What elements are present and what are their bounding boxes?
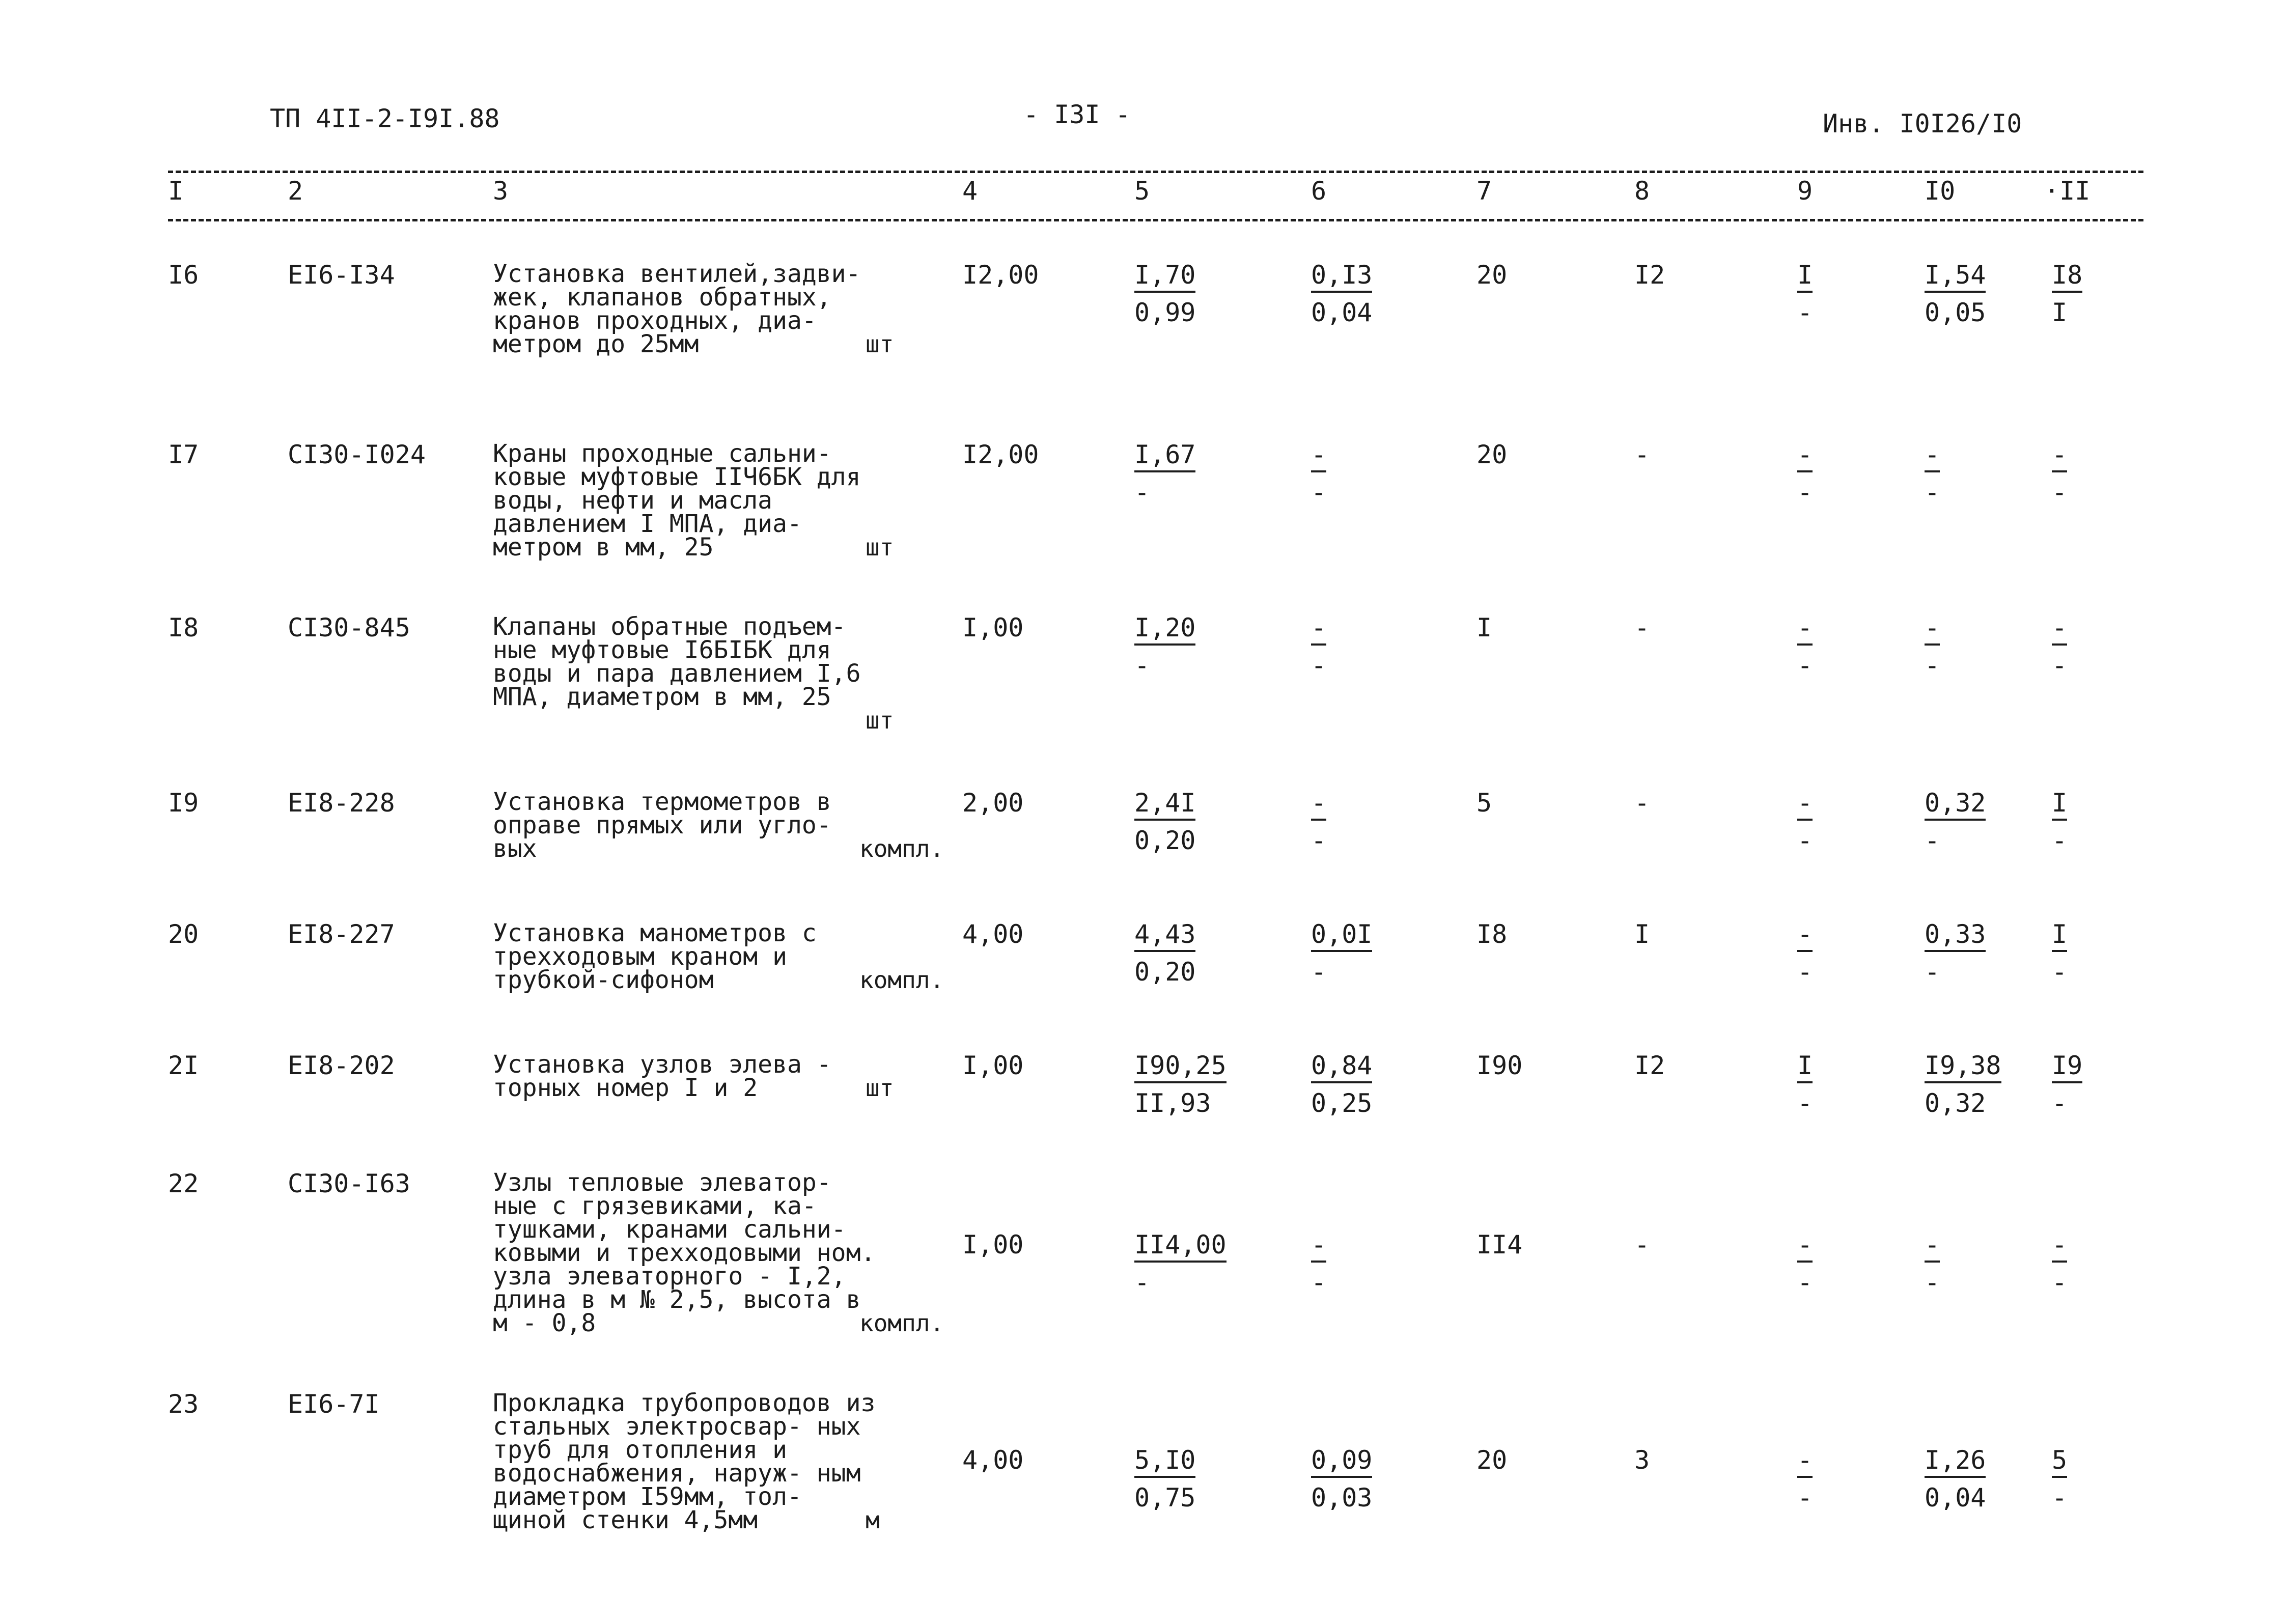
quantity: 2,00: [962, 788, 1024, 818]
c9-numerator-text: -: [1797, 788, 1813, 821]
column-header-2: 2: [288, 176, 303, 206]
column-header-11: ·II: [2044, 176, 2091, 206]
column-header-6: 6: [1311, 176, 1327, 206]
column-8-value: I: [1634, 919, 1650, 949]
c10-numerator-text: I,26: [1925, 1445, 1986, 1478]
c6-denominator: 0,04: [1311, 298, 1373, 327]
c9-denominator: -: [1797, 1483, 1813, 1513]
c5-fraction: [1134, 615, 1195, 678]
c9-numerator-text: I: [1797, 260, 1813, 293]
c10-numerator-text: I9,38: [1925, 1051, 2001, 1083]
column-8-value: I2: [1634, 260, 1665, 290]
unit-of-measure: компл.: [859, 835, 944, 862]
c9-denominator: -: [1797, 957, 1813, 987]
rate-code: EI8-202: [288, 1051, 395, 1080]
c5-numerator: [1134, 1053, 1227, 1084]
c10-numerator-text: 0,32: [1925, 788, 1986, 821]
c5-numerator-text: 5,I0: [1134, 1445, 1195, 1478]
c11-denominator: -: [2052, 1088, 2068, 1118]
unit-of-measure: шт: [866, 534, 894, 561]
c5-fraction: [1134, 1053, 1227, 1116]
c5-numerator-text: I,70: [1134, 260, 1195, 293]
c9-fraction: [1797, 790, 1813, 853]
work-description: Узлы тепловые элеватор- ные с грязевиками, ка- тушками, кранами сальни- ковыми и трехходовыми ном. узла элеваторного - I,2, длина в м № 2,5, высота в м - 0,8: [493, 1168, 876, 1337]
c9-numerator: [1797, 442, 1813, 473]
column-7-value: 20: [1476, 440, 1508, 469]
c9-numerator: [1797, 1053, 1813, 1084]
c9-fraction: [1797, 262, 1813, 325]
c10-numerator: [1925, 921, 1986, 953]
header-top-rule: [168, 171, 2143, 173]
c11-numerator: [2052, 1053, 2082, 1084]
c9-denominator: -: [1797, 1268, 1813, 1297]
unit-of-measure: компл.: [859, 1309, 944, 1337]
c11-fraction: [2052, 790, 2067, 853]
column-header-3: 3: [493, 176, 509, 206]
c6-numerator: [1311, 921, 1372, 953]
c5-numerator-text: I90,25: [1134, 1051, 1227, 1083]
c9-numerator-text: -: [1797, 1230, 1813, 1263]
row-number: I7: [168, 440, 199, 469]
column-8-value: I2: [1634, 1051, 1665, 1080]
quantity: 4,00: [962, 919, 1024, 949]
c6-fraction: [1311, 1053, 1372, 1116]
c6-numerator: [1311, 262, 1372, 294]
c9-denominator: -: [1797, 651, 1813, 680]
c9-fraction: [1797, 615, 1813, 678]
c6-denominator: 0,03: [1311, 1483, 1373, 1513]
rate-code: CI30-I63: [288, 1169, 410, 1198]
column-8-value: -: [1634, 1230, 1650, 1259]
c6-numerator-text: -: [1311, 440, 1326, 472]
c6-numerator: [1311, 1053, 1372, 1084]
c6-denominator: -: [1311, 957, 1327, 987]
c5-numerator: [1134, 615, 1195, 647]
rate-code: CI30-845: [288, 613, 410, 642]
c5-fraction: [1134, 442, 1195, 505]
c10-fraction: [1925, 442, 1940, 505]
c10-denominator: 0,04: [1925, 1483, 1986, 1513]
c5-denominator: 0,75: [1134, 1483, 1196, 1513]
c9-numerator-text: -: [1797, 919, 1813, 952]
c11-fraction: [2052, 1232, 2067, 1295]
header-bottom-rule: [168, 219, 2143, 221]
c11-fraction: [2052, 615, 2067, 678]
c6-numerator: [1311, 790, 1326, 822]
quantity: I,00: [962, 1230, 1024, 1259]
c6-numerator-text: 0,84: [1311, 1051, 1372, 1083]
c5-fraction: [1134, 921, 1195, 985]
column-8-value: 3: [1634, 1445, 1650, 1475]
c10-denominator: 0,32: [1925, 1088, 1986, 1118]
c6-numerator-text: -: [1311, 1230, 1326, 1263]
c11-denominator: -: [2052, 826, 2068, 855]
c10-denominator: -: [1925, 478, 1940, 507]
c10-fraction: [1925, 921, 1986, 985]
column-7-value: I90: [1476, 1051, 1523, 1080]
c10-numerator-text: -: [1925, 440, 1940, 472]
c6-denominator: -: [1311, 478, 1327, 507]
c5-numerator-text: 4,43: [1134, 919, 1195, 952]
c9-denominator: -: [1797, 298, 1813, 327]
c5-fraction: [1134, 262, 1195, 325]
c11-numerator-text: I: [2052, 788, 2067, 821]
inventory-number: Инв. I0I26/I0: [1823, 109, 2022, 138]
c11-numerator: [2052, 790, 2067, 822]
c11-numerator-text: 5: [2052, 1445, 2067, 1478]
c6-fraction: [1311, 442, 1326, 505]
column-7-value: I: [1476, 613, 1492, 642]
document-code: ТП 4II-2-I9I.88: [270, 104, 500, 133]
c10-fraction: [1925, 262, 1986, 325]
c11-fraction: [2052, 262, 2082, 325]
c6-fraction: [1311, 790, 1326, 853]
c9-fraction: [1797, 442, 1813, 505]
c6-fraction: [1311, 1232, 1326, 1295]
column-header-7: 7: [1476, 176, 1492, 206]
c10-numerator: [1925, 442, 1940, 473]
c10-fraction: [1925, 790, 1986, 853]
row-number: I9: [168, 788, 199, 818]
c11-fraction: [2052, 1053, 2082, 1116]
c5-numerator: [1134, 1447, 1195, 1479]
c11-denominator: -: [2052, 957, 2068, 987]
c9-numerator: [1797, 262, 1813, 294]
unit-of-measure: шт: [866, 1074, 894, 1102]
c9-numerator: [1797, 790, 1813, 822]
c9-fraction: [1797, 1053, 1813, 1116]
c11-numerator-text: -: [2052, 613, 2067, 646]
c10-numerator: [1925, 615, 1940, 647]
row-number: I8: [168, 613, 199, 642]
column-header-4: 4: [962, 176, 978, 206]
c6-denominator: -: [1311, 826, 1327, 855]
work-description: Установка термометров в оправе прямых или угло- вых: [493, 788, 831, 863]
row-number: I6: [168, 260, 199, 290]
column-header-8: 8: [1634, 176, 1650, 206]
c6-numerator: [1311, 615, 1326, 647]
c9-denominator: -: [1797, 1088, 1813, 1118]
quantity: I,00: [962, 613, 1024, 642]
column-header-5: 5: [1134, 176, 1150, 206]
c5-numerator-text: II4,00: [1134, 1230, 1227, 1263]
c11-numerator: [2052, 921, 2067, 953]
c5-fraction: [1134, 1445, 1196, 1513]
c5-denominator: -: [1134, 478, 1150, 507]
c6-denominator: 0,25: [1311, 1088, 1373, 1118]
c10-numerator-text: -: [1925, 613, 1940, 646]
rate-code: EI6-I34: [288, 260, 395, 290]
column-7-value: I8: [1476, 919, 1508, 949]
c9-numerator-text: I: [1797, 1051, 1813, 1083]
work-description: Установка вентилей,задви- жек, клапанов обратных, кранов проходных, диа- метром до 25мм: [493, 260, 861, 358]
c10-fraction: [1925, 1232, 1940, 1295]
page-number: - I3I -: [1023, 100, 1131, 129]
quantity: 4,00: [962, 1445, 1024, 1475]
c11-numerator-text: I8: [2052, 260, 2082, 293]
c10-numerator: [1925, 1053, 2001, 1084]
c11-numerator: [2052, 615, 2067, 647]
c10-denominator: -: [1925, 957, 1940, 987]
work-description: Клапаны обратные подъем- ные муфтовые I6БIБК для воды и пара давлением I,6 МПА, диаметром в мм, 25: [493, 612, 861, 711]
column-header-1: I: [168, 176, 184, 206]
quantity: I2,00: [962, 440, 1039, 469]
c5-numerator: [1134, 921, 1195, 953]
column-header-9: 9: [1797, 176, 1813, 206]
quantity: I,00: [962, 1051, 1024, 1080]
c11-numerator-text: I9: [2052, 1051, 2082, 1083]
column-7-value: 5: [1476, 788, 1492, 818]
c11-numerator: [2052, 1232, 2067, 1264]
c5-fraction: [1134, 1232, 1227, 1295]
c5-denominator: 0,20: [1134, 957, 1196, 987]
c5-numerator-text: I,67: [1134, 440, 1195, 472]
c5-numerator: [1134, 790, 1195, 822]
c6-denominator: -: [1311, 651, 1327, 680]
c6-numerator-text: 0,09: [1311, 1445, 1372, 1478]
c10-denominator: 0,05: [1925, 298, 1986, 327]
c6-numerator: [1311, 1232, 1326, 1264]
c9-denominator: -: [1797, 826, 1813, 855]
c6-fraction: [1311, 1445, 1373, 1513]
work-description: Прокладка трубопроводов из стальных электросвар- ных труб для отопления и водоснабжения, наруж- ным диаметром I59мм, тол- щиной стенки 4,5мм: [493, 1389, 876, 1534]
c11-denominator: -: [2052, 651, 2068, 680]
c11-numerator-text: I: [2052, 919, 2067, 952]
quantity: I2,00: [962, 260, 1039, 290]
c11-denominator: I: [2052, 298, 2068, 327]
c9-numerator: [1797, 615, 1813, 647]
c6-numerator-text: 0,0I: [1311, 919, 1372, 952]
c5-numerator-text: 2,4I: [1134, 788, 1195, 821]
c10-denominator: -: [1925, 826, 1940, 855]
c9-numerator: [1797, 921, 1813, 953]
c11-numerator: [2052, 1447, 2067, 1479]
rate-code: CI30-I024: [288, 440, 426, 469]
c6-numerator: [1311, 1447, 1372, 1479]
c10-numerator: [1925, 1232, 1940, 1264]
c10-fraction: [1925, 615, 1940, 678]
c9-numerator-text: -: [1797, 440, 1813, 472]
c9-denominator: -: [1797, 478, 1813, 507]
work-description: Установка манометров с трехходовым краном и трубкой-сифоном: [493, 919, 817, 994]
c11-fraction: [2052, 442, 2067, 505]
column-8-value: -: [1634, 440, 1650, 469]
c11-denominator: -: [2052, 1268, 2068, 1297]
c10-numerator: [1925, 790, 1986, 822]
c11-fraction: [2052, 1445, 2068, 1513]
c5-numerator: [1134, 1232, 1227, 1264]
c9-fraction: [1797, 1445, 1813, 1513]
column-8-value: -: [1634, 613, 1650, 642]
column-7-value: 20: [1476, 1445, 1508, 1475]
work-description: Краны проходные сальни- ковые муфтовые IIЧ6БК для воды, нефти и масла давлением I МПА, диа- метром в мм, 25: [493, 439, 861, 562]
c5-numerator: [1134, 262, 1195, 294]
row-number: 23: [168, 1389, 199, 1419]
c5-denominator: 0,99: [1134, 298, 1196, 327]
c5-denominator: 0,20: [1134, 826, 1196, 855]
unit-of-measure: компл.: [859, 966, 944, 994]
column-8-value: -: [1634, 788, 1650, 818]
c9-numerator: [1797, 1447, 1813, 1479]
c10-numerator-text: -: [1925, 1230, 1940, 1263]
c6-numerator: [1311, 442, 1326, 473]
c6-fraction: [1311, 262, 1372, 325]
c11-numerator-text: -: [2052, 440, 2067, 472]
c5-denominator: -: [1134, 651, 1150, 680]
unit-of-measure: шт: [866, 707, 894, 734]
rate-code: EI8-227: [288, 919, 395, 949]
rate-code: EI6-7I: [288, 1389, 380, 1419]
c5-denominator: -: [1134, 1268, 1150, 1297]
row-number: 20: [168, 919, 199, 949]
c10-numerator-text: 0,33: [1925, 919, 1986, 952]
c11-fraction: [2052, 921, 2067, 985]
column-7-value: II4: [1476, 1230, 1523, 1259]
c9-fraction: [1797, 921, 1813, 985]
c10-fraction: [1925, 1053, 2001, 1116]
c6-fraction: [1311, 615, 1326, 678]
c9-fraction: [1797, 1232, 1813, 1295]
row-number: 2I: [168, 1051, 199, 1080]
unit-of-measure: шт: [866, 330, 894, 358]
c6-numerator-text: -: [1311, 613, 1326, 646]
c6-numerator-text: 0,I3: [1311, 260, 1372, 293]
c11-numerator: [2052, 262, 2082, 294]
c5-numerator-text: I,20: [1134, 613, 1195, 646]
row-number: 22: [168, 1169, 199, 1198]
c6-fraction: [1311, 921, 1372, 985]
c9-numerator: [1797, 1232, 1813, 1264]
c10-numerator: [1925, 1447, 1986, 1479]
column-7-value: 20: [1476, 260, 1508, 290]
c6-numerator-text: -: [1311, 788, 1326, 821]
c9-numerator-text: -: [1797, 613, 1813, 646]
c11-denominator: -: [2052, 478, 2068, 507]
c11-numerator-text: -: [2052, 1230, 2067, 1263]
c11-denominator: -: [2052, 1483, 2068, 1513]
unit-of-measure: м: [866, 1506, 880, 1534]
c6-denominator: -: [1311, 1268, 1327, 1297]
rate-code: EI8-228: [288, 788, 395, 818]
c10-numerator-text: I,54: [1925, 260, 1986, 293]
work-description: Установка узлов элева - торных номер I и 2: [493, 1050, 831, 1102]
c5-numerator: [1134, 442, 1195, 473]
c5-fraction: [1134, 790, 1195, 853]
c11-numerator: [2052, 442, 2067, 473]
c5-denominator: II,93: [1134, 1088, 1211, 1118]
c10-denominator: -: [1925, 1268, 1940, 1297]
column-header-10: I0: [1925, 176, 1956, 206]
c10-numerator: [1925, 262, 1986, 294]
c9-numerator-text: -: [1797, 1445, 1813, 1478]
c10-denominator: -: [1925, 651, 1940, 680]
c10-fraction: [1925, 1445, 1986, 1513]
